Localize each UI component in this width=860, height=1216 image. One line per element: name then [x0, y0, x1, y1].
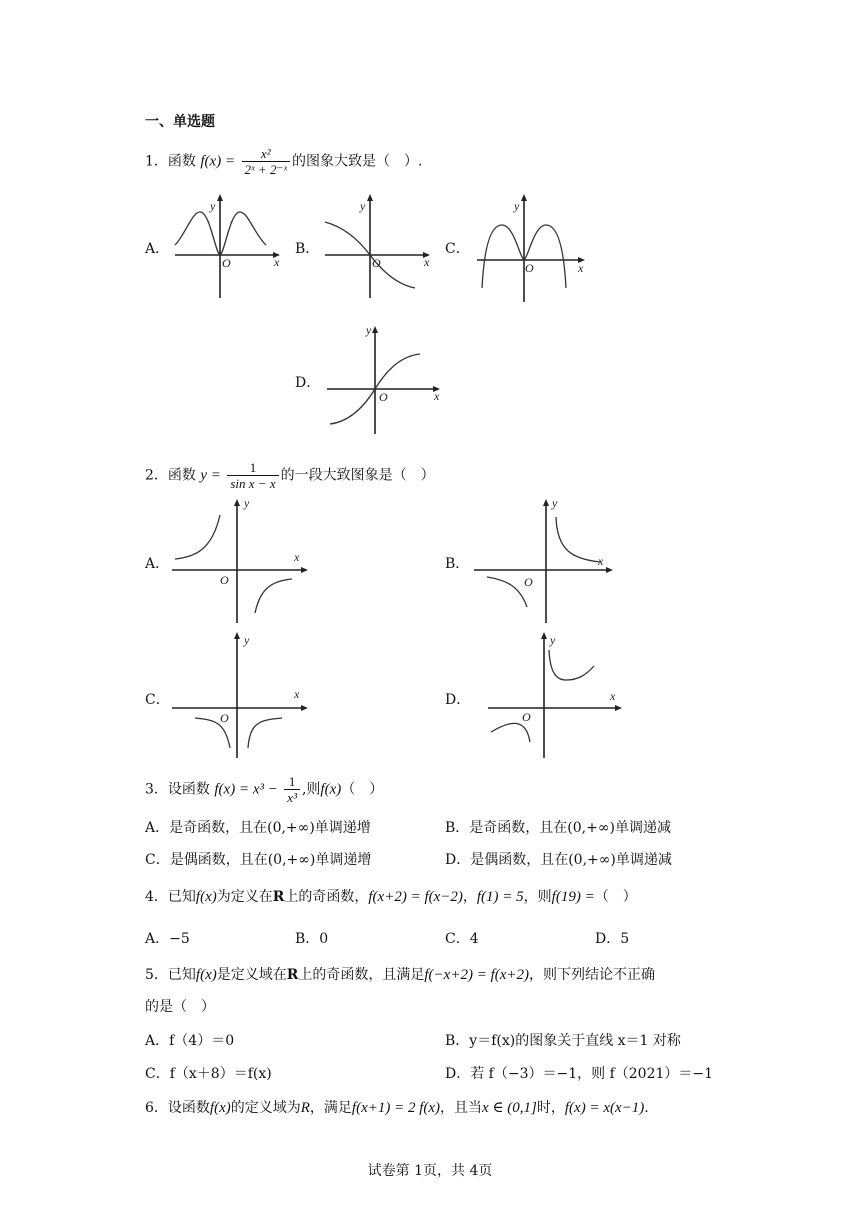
x-label: x — [610, 689, 616, 703]
q1-option-d-label: D． — [295, 375, 321, 391]
x-arrow-icon — [301, 705, 308, 711]
q4-cond2: f(1) = 5 — [476, 889, 524, 905]
q6-fx: f(x) — [209, 1100, 231, 1116]
q4-ask: f(19) = — [551, 889, 595, 905]
y-arrow-icon — [234, 499, 240, 506]
y-label: y — [244, 496, 250, 510]
q5-option-b: B．y＝f(x)的图象关于直线 x＝1 对称 — [445, 1033, 681, 1049]
y-label: y — [244, 633, 250, 647]
x-label: x — [598, 554, 604, 568]
q2-graph-b — [472, 495, 622, 625]
curve-right — [248, 718, 282, 748]
q3-option-c: C．是偶函数，且在(0,+∞)单调递增 — [145, 852, 372, 868]
q6-text-d: ，且当 — [440, 1100, 483, 1116]
y-arrow-icon — [541, 632, 547, 639]
q6-text-c: ，满足 — [309, 1100, 352, 1116]
x-arrow-icon — [615, 705, 622, 711]
curve-right — [255, 579, 292, 613]
origin-label: O — [524, 575, 533, 589]
q2-fraction — [227, 460, 278, 491]
q1-post: 的图象大致是（ ）. — [292, 153, 423, 170]
q6-text-e: 时， — [536, 1100, 565, 1116]
q2-option-b-label: B． — [445, 556, 470, 572]
q4-option-a: A．−5 — [145, 931, 190, 947]
q6-R: R — [300, 1100, 310, 1116]
q5-text-a: 5．已知 — [145, 967, 196, 983]
q4-text-b: 为定义在 — [216, 889, 273, 905]
q4-cond1: f(x+2) = f(x−2) — [368, 889, 463, 905]
y-arrow-icon — [521, 194, 527, 201]
question-4 — [145, 887, 637, 907]
y-arrow-icon — [543, 499, 549, 506]
q2-option-a-label: A． — [145, 556, 170, 572]
q2-graph-d — [486, 630, 631, 760]
y-label: y — [360, 199, 366, 213]
q5-R: R — [286, 967, 299, 983]
q4-text-a: 4．已知 — [145, 889, 196, 905]
q5-line2: 的是（ ） — [145, 999, 215, 1015]
q6-text-b: 的定义域为 — [230, 1100, 301, 1116]
y-label: y — [210, 199, 216, 213]
q6-end: . — [644, 1100, 649, 1116]
curve-right — [556, 517, 600, 562]
q1-option-b-label: B． — [295, 241, 320, 257]
q4-paren: （ ） — [594, 889, 637, 905]
q3-post1: ,则 — [301, 781, 321, 798]
q4-text-c: 上的奇函数， — [284, 889, 369, 905]
q2-graph-a — [170, 495, 315, 625]
x-arrow-icon — [606, 567, 613, 573]
q3-option-b: B．是奇函数，且在(0,+∞)单调递减 — [445, 820, 671, 836]
origin-label: O — [220, 711, 229, 725]
q5-text-d: ，则下列结论不正确 — [529, 967, 656, 983]
x-label: x — [424, 255, 430, 269]
q1-frac-num: x² — [260, 146, 271, 161]
curve-left — [491, 723, 530, 742]
q3-fx: f(x) — [320, 781, 342, 798]
q4-R: R — [272, 889, 285, 905]
q6-cond: f(x+1) = 2 f(x) — [351, 1100, 441, 1116]
q1-number: 1． — [145, 153, 168, 170]
y-arrow-icon — [234, 632, 240, 639]
y-arrow-icon — [367, 194, 373, 201]
q5-text-b: 是定义域在 — [216, 967, 287, 983]
q3-frac-num: 1 — [288, 774, 296, 789]
q2-pre: 函数 — [167, 467, 196, 484]
q2-y: y = — [200, 467, 221, 484]
q2-number: 2． — [145, 467, 168, 484]
q6-text-a: 6．设函数 — [145, 1100, 210, 1116]
q1-graph-a — [170, 190, 285, 300]
q5-cond: f(−x+2) = f(x+2) — [424, 967, 530, 983]
origin-label: O — [372, 256, 381, 270]
q5-text-c: 上的奇函数，且满足 — [298, 967, 425, 983]
q4-option-c: C．4 — [445, 931, 479, 947]
q2-frac-num: 1 — [249, 460, 257, 475]
question-6 — [145, 1098, 649, 1118]
q1-fx: f(x) = — [200, 153, 236, 170]
q3-frac-den: x³ — [284, 789, 300, 805]
q1-graph-c — [472, 190, 592, 305]
q1-frac-den: 2ˣ + 2⁻ˣ — [242, 161, 290, 177]
q1-graph-b — [320, 190, 435, 300]
q6-def: f(x) = x(x−1) — [564, 1100, 645, 1116]
x-arrow-icon — [301, 567, 308, 573]
x-label: x — [434, 389, 440, 403]
q4-fx: f(x) — [195, 889, 217, 905]
q5-option-c: C．f（x＋8）＝f(x) — [145, 1066, 272, 1082]
q1-option-a-label: A． — [145, 241, 170, 257]
y-label: y — [550, 633, 556, 647]
q3-expr: f(x) = x³ − — [214, 781, 278, 798]
q3-fraction — [284, 774, 300, 805]
curve-right — [549, 650, 594, 680]
page-footer: 试卷第 1页，共 4页 — [367, 1163, 493, 1179]
y-arrow-icon — [217, 194, 223, 201]
q3-pre: 设函数 — [167, 781, 210, 798]
y-label: y — [366, 323, 372, 337]
origin-label: O — [220, 573, 229, 587]
origin-label: O — [222, 256, 231, 270]
q4-option-d: D．5 — [595, 931, 630, 947]
q3-option-a: A．是奇函数，且在(0,+∞)单调递增 — [145, 820, 371, 836]
y-arrow-icon — [372, 326, 378, 333]
origin-label: O — [379, 390, 388, 404]
x-label: x — [294, 687, 300, 701]
curve-left — [175, 515, 220, 559]
y-label: y — [514, 199, 520, 213]
q2-post: 的一段大致图象是（ ） — [280, 467, 435, 484]
q3-post2: （ ） — [341, 781, 384, 798]
q1-fraction — [242, 146, 290, 177]
q1-option-c-label: C． — [445, 241, 470, 257]
question-3 — [145, 774, 383, 805]
curve-left — [487, 577, 527, 607]
q3-number: 3． — [145, 781, 168, 798]
q1-graph-d — [322, 322, 447, 437]
q4-sep: ， — [462, 889, 477, 905]
origin-label: O — [522, 710, 531, 724]
q5-fx: f(x) — [195, 967, 217, 983]
q2-frac-den: sin x − x — [227, 475, 278, 491]
q4-option-b: B．0 — [295, 931, 329, 947]
q5-option-d: D．若 f（−3）＝−1，则 f（2021）＝−1 — [445, 1066, 714, 1082]
q5-option-a: A．f（4）＝0 — [145, 1033, 235, 1049]
x-label: x — [294, 550, 300, 564]
x-label: x — [578, 261, 584, 275]
origin-label: O — [525, 261, 534, 275]
q2-option-c-label: C． — [145, 692, 170, 708]
question-2 — [145, 460, 435, 491]
question-1 — [145, 146, 422, 177]
q3-option-d: D．是偶函数，且在(0,+∞)单调递减 — [445, 852, 672, 868]
q2-graph-c — [170, 630, 315, 760]
section-title: 一、单选题 — [145, 114, 215, 130]
q2-option-d-label: D． — [445, 692, 471, 708]
question-5 — [145, 965, 655, 985]
q1-pre: 函数 — [167, 153, 196, 170]
y-label: y — [552, 496, 558, 510]
x-label: x — [274, 255, 280, 269]
q4-text-d: ，则 — [523, 889, 552, 905]
q6-dom: x ∈ (0,1] — [482, 1100, 537, 1116]
